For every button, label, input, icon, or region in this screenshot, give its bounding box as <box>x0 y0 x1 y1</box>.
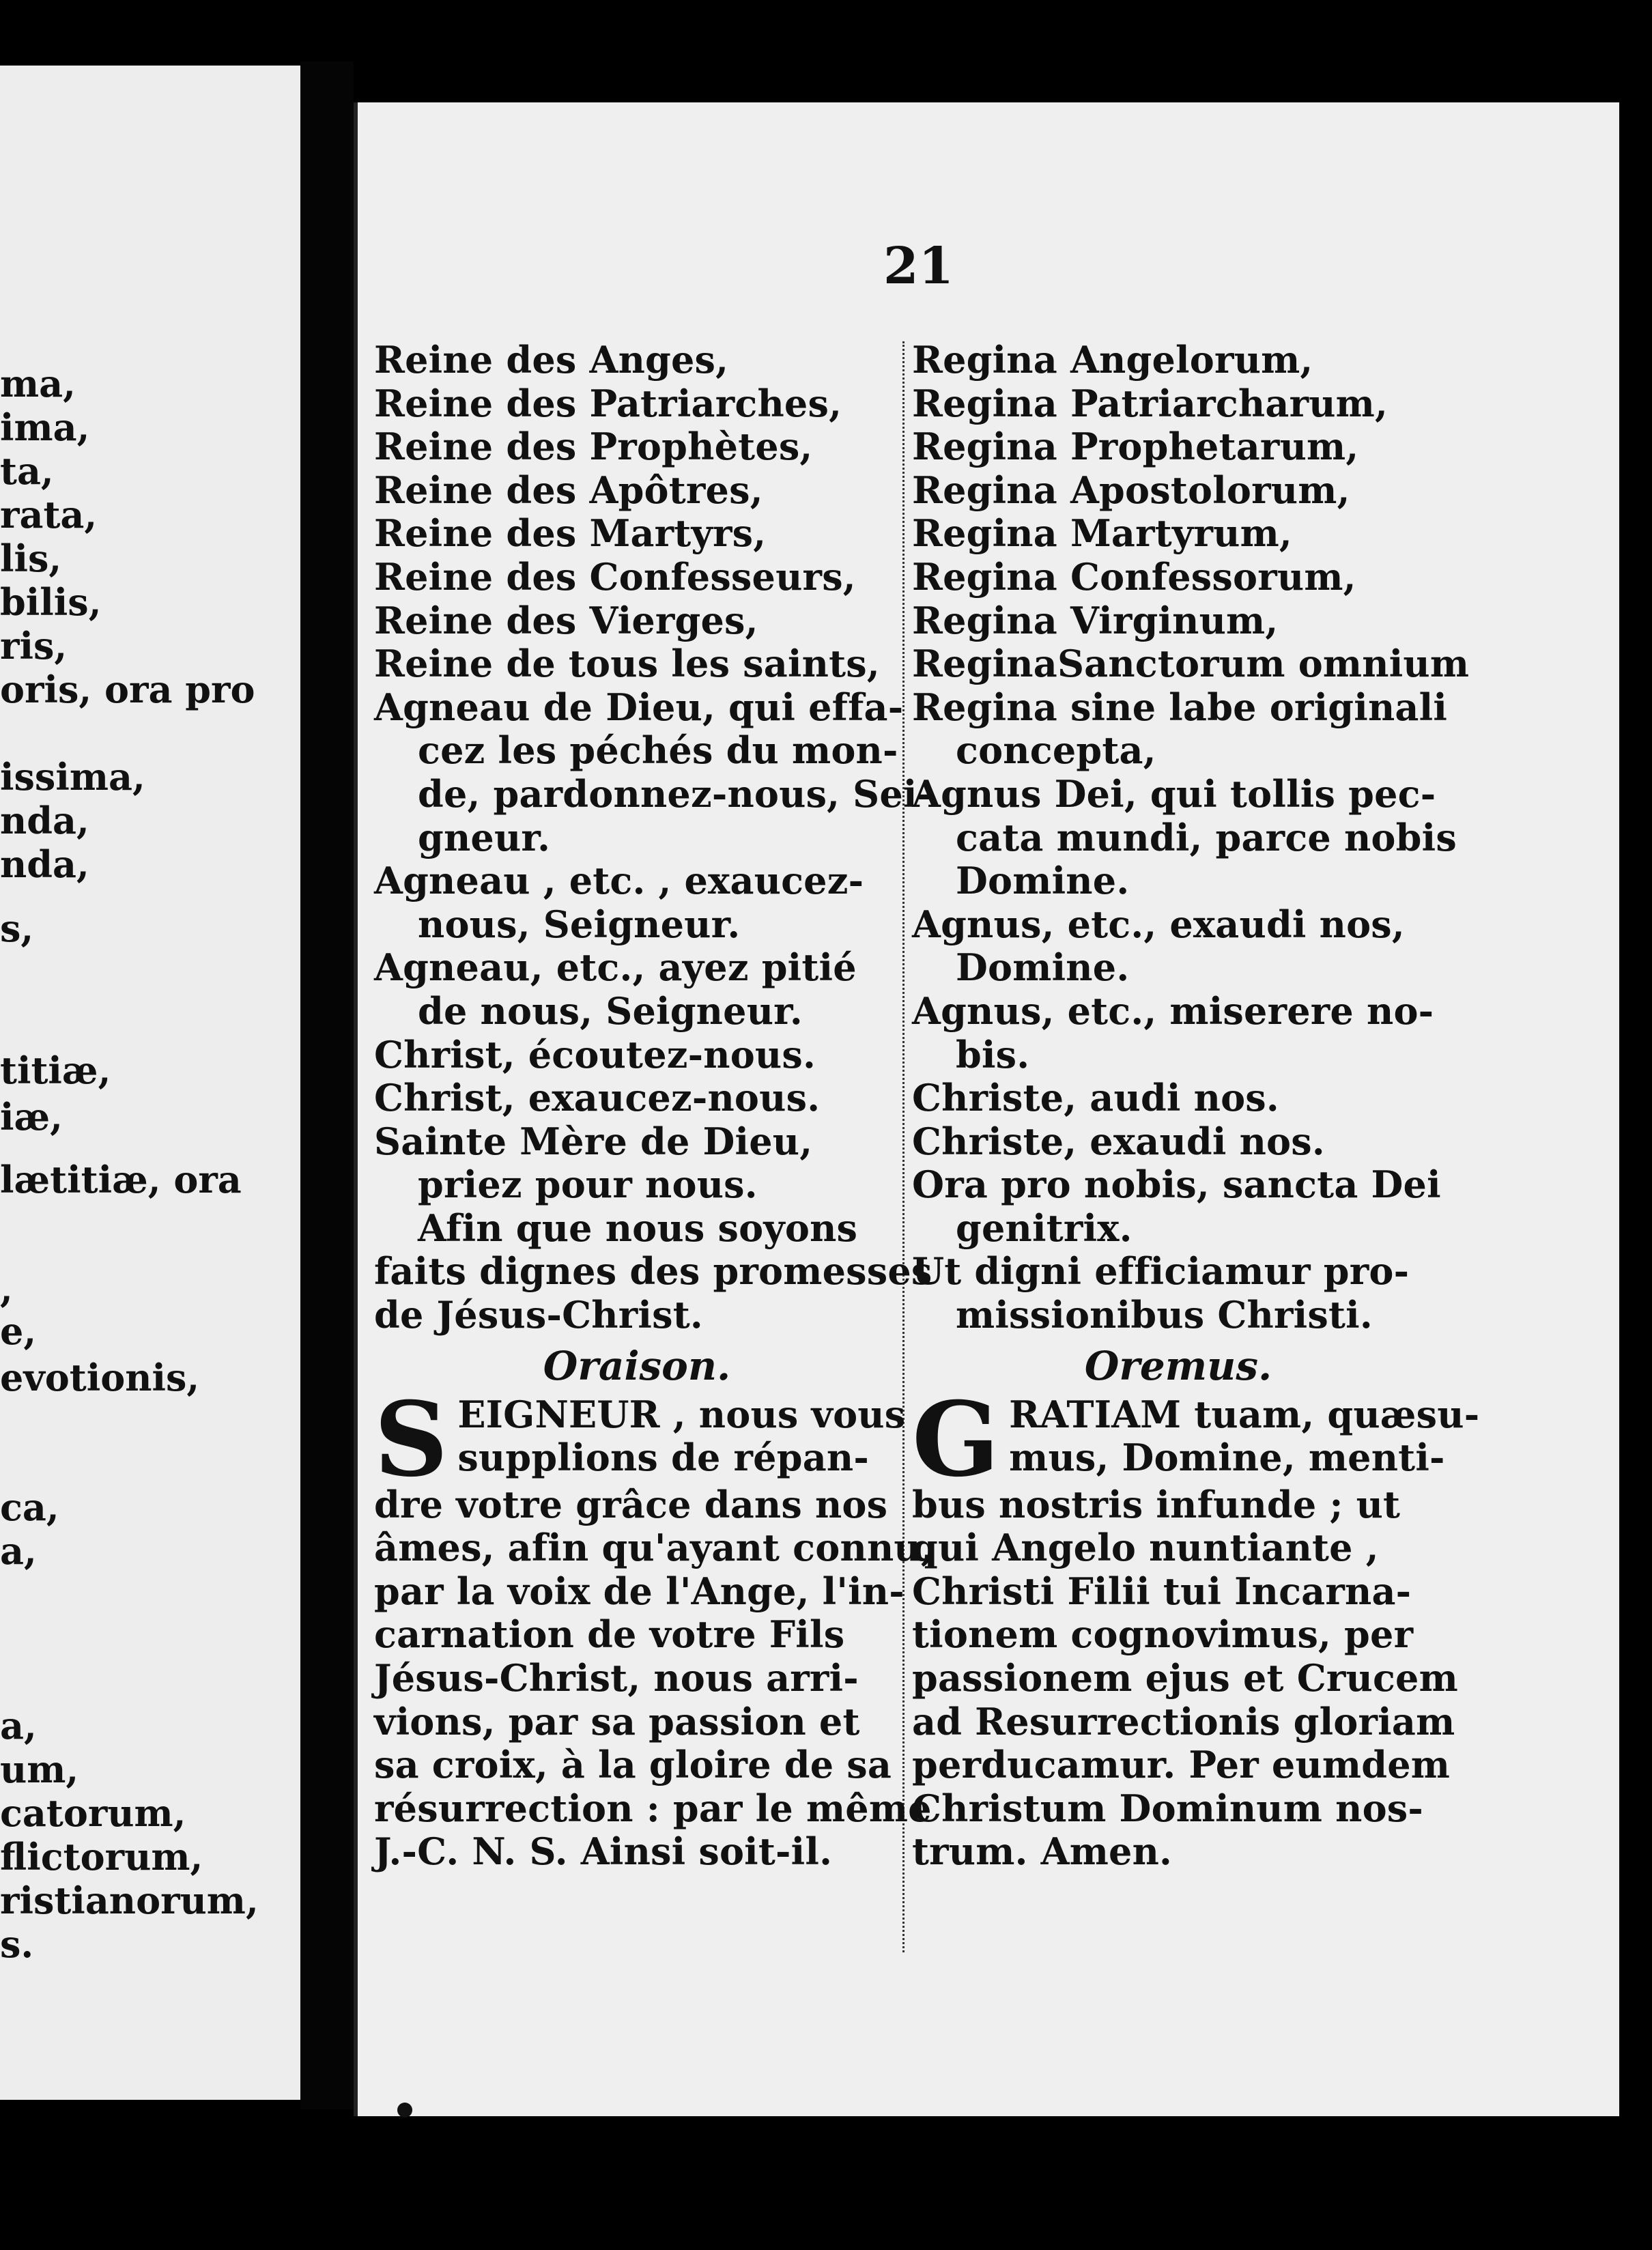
prayer-line: J.-C. N. S. Ainsi soit-il. <box>374 1829 833 1874</box>
litany-line: Christe, audi nos. <box>912 1076 1279 1120</box>
litany-line: Agneau de Dieu, qui effa- <box>374 685 904 729</box>
litany-line: Christe, exaudi nos. <box>912 1119 1325 1163</box>
prayer-line: bus nostris infunde ; ut <box>912 1482 1401 1526</box>
litany-line: ReginaSanctorum omnium <box>912 642 1470 686</box>
prayer-line: tionem cognovimus, per <box>912 1612 1414 1657</box>
prayer-line: mus, Domine, menti- <box>1009 1436 1445 1480</box>
latin-column <box>912 338 1480 1874</box>
litany-line: Sainte Mère de Dieu, <box>374 1119 813 1163</box>
left-fragment: s. <box>0 1922 34 1966</box>
prayer-line: qui Angelo nuntiante , <box>912 1526 1379 1570</box>
prayer-line: résurrection : par le même <box>374 1786 932 1830</box>
left-fragment: lætitiæ, ora <box>0 1158 242 1201</box>
litany-line: cata mundi, parce nobis <box>956 815 1457 859</box>
litany-line: concepta, <box>956 728 1156 773</box>
prayer-heading: Oremus. <box>1084 1342 1272 1389</box>
drop-cap: S <box>374 1379 448 1500</box>
left-fragment: evotionis, <box>0 1356 200 1399</box>
left-fragment: a, <box>0 1704 37 1748</box>
prayer-line: par la voix de l'Ange, l'in- <box>374 1569 905 1613</box>
prayer-line: supplions de répan- <box>457 1436 869 1480</box>
left-fragment: um, <box>0 1748 79 1791</box>
litany-line: gneur. <box>418 815 551 859</box>
prayer-line: sa croix, à la gloire de sa <box>374 1743 892 1787</box>
litany-line: genitrix. <box>956 1206 1133 1250</box>
previous-page-strip <box>0 66 300 2100</box>
litany-line: priez pour nous. <box>418 1163 758 1207</box>
prayer-line: Jésus-Christ, nous arri- <box>374 1656 859 1700</box>
litany-line: Reine des Apôtres, <box>374 468 763 512</box>
litany-line: Agnus, etc., exaudi nos, <box>912 902 1405 946</box>
litany-line: Regina Prophetarum, <box>912 425 1359 469</box>
litany-line: Reine des Patriarches, <box>374 381 842 425</box>
column-divider <box>902 341 905 1952</box>
prayer-line: Christi Filii tui Incarna- <box>912 1569 1412 1613</box>
prayer-first-word: EIGNEUR <box>457 1392 660 1436</box>
left-fragment: e, <box>0 1309 37 1353</box>
litany-line: Agneau, etc., ayez pitié <box>374 945 857 990</box>
litany-line: missionibus Christi. <box>956 1293 1373 1337</box>
left-fragment: flictorum, <box>0 1835 203 1879</box>
litany-line: Reine des Prophètes, <box>374 425 813 469</box>
left-fragment: bilis, <box>0 580 102 624</box>
left-fragment: ristianorum, <box>0 1879 259 1922</box>
left-fragment: ca, <box>0 1485 59 1529</box>
prayer-line: dre votre grâce dans nos <box>374 1482 888 1526</box>
litany-line: Afin que nous soyons <box>418 1206 858 1250</box>
litany-line: Agnus, etc., miserere no- <box>912 988 1434 1033</box>
french-column <box>374 338 934 1874</box>
litany-line: Domine. <box>956 859 1130 903</box>
prayer-line: vions, par sa passion et <box>374 1699 860 1743</box>
prayer-line: ad Resurrectionis gloriam <box>912 1699 1455 1743</box>
left-fragment: ta, <box>0 449 54 493</box>
left-fragment: a, <box>0 1529 37 1573</box>
litany-line: Regina Apostolorum, <box>912 468 1350 512</box>
prayer-line: trum. Amen. <box>912 1829 1173 1874</box>
litany-line: Christ, exaucez-nous. <box>374 1076 821 1120</box>
prayer-first-rest: tuam, quæsu- <box>1181 1392 1480 1436</box>
prayer-heading: Oraison. <box>543 1342 731 1389</box>
litany-line: de Jésus-Christ. <box>374 1293 703 1337</box>
prayer-paragraph <box>374 1379 934 1874</box>
book-binding-gutter <box>300 61 354 2109</box>
litany-line: Regina Angelorum, <box>912 338 1313 382</box>
prayer-line: Christum Dominum nos- <box>912 1786 1423 1830</box>
litany-line: Regina Confessorum, <box>912 554 1356 599</box>
drop-cap: G <box>912 1379 1000 1500</box>
left-fragment: catorum, <box>0 1791 186 1835</box>
litany-line: Regina Patriarcharum, <box>912 381 1388 425</box>
litany-line: Domine. <box>956 945 1130 990</box>
litany-line: Christ, écoutez-nous. <box>374 1032 816 1077</box>
prayer-line: carnation de votre Fils <box>374 1612 845 1657</box>
litany-line: Regina Virginum, <box>912 598 1279 642</box>
litany-line: cez les péchés du mon- <box>418 728 898 773</box>
left-fragment: , <box>0 1267 13 1311</box>
litany-line: Regina Martyrum, <box>912 511 1292 556</box>
left-fragment: lis, <box>0 537 62 580</box>
ink-spot <box>397 2103 412 2118</box>
left-fragment: ma, <box>0 362 76 405</box>
litany-line: bis. <box>956 1032 1030 1077</box>
litany-line: Reine des Confesseurs, <box>374 554 856 599</box>
left-fragment: titiæ, <box>0 1049 111 1092</box>
left-fragment: s, <box>0 907 34 950</box>
litany-line: Reine des Vierges, <box>374 598 758 642</box>
prayer-paragraph <box>912 1379 1480 1874</box>
prayer-line: passionem ejus et Crucem <box>912 1656 1458 1700</box>
left-fragment: ima, <box>0 405 90 449</box>
page-number: 21 <box>883 237 954 296</box>
litany-line: Reine des Martyrs, <box>374 511 767 556</box>
prayer-first-rest: , nous vous <box>659 1392 906 1436</box>
prayer-line: âmes, afin qu'ayant connu, <box>374 1526 934 1570</box>
left-fragment: rata, <box>0 493 98 537</box>
prayer-line <box>374 1392 906 1437</box>
litany-line: Ora pro nobis, sancta Dei <box>912 1163 1441 1207</box>
litany-line: Regina sine labe originali <box>912 685 1448 729</box>
litany-line: Agnus Dei, qui tollis pec- <box>912 771 1436 816</box>
litany-line: Reine de tous les saints, <box>374 642 880 686</box>
prayer-line: perducamur. Per eumdem <box>912 1743 1451 1787</box>
litany-line: de, pardonnez-nous, Sei- <box>418 771 933 816</box>
left-fragment: issima, <box>0 755 145 799</box>
litany-line: Reine des Anges, <box>374 338 729 382</box>
litany-line: Ut digni efficiamur pro- <box>912 1249 1410 1294</box>
litany-line: nous, Seigneur. <box>418 902 741 946</box>
prayer-first-word: RATIAM <box>1009 1392 1182 1436</box>
litany-line: de nous, Seigneur. <box>418 988 803 1033</box>
left-fragment: nda, <box>0 842 89 886</box>
left-fragment: ris, <box>0 624 68 668</box>
left-fragment: nda, <box>0 799 89 842</box>
left-fragment: oris, ora pro <box>0 668 255 711</box>
left-fragment: iæ, <box>0 1095 63 1139</box>
litany-line: Agneau , etc. , exaucez- <box>374 859 864 903</box>
litany-line: faits dignes des promesses <box>374 1249 932 1294</box>
